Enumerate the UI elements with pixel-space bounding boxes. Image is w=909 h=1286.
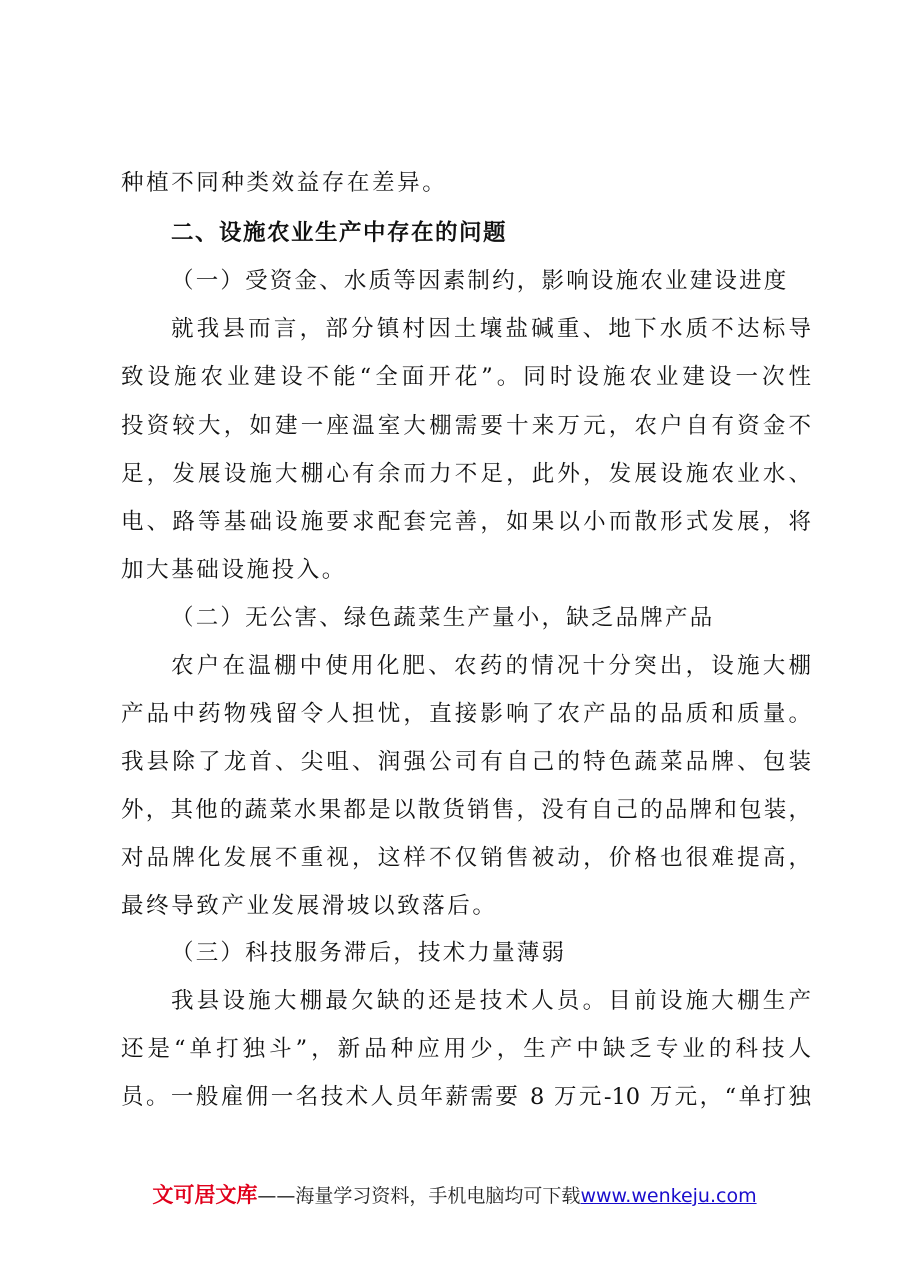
paragraph-line: 电、路等基础设施要求配套完善，如果以小而散形式发展，将 (121, 509, 811, 535)
paragraph-line: 产品中药物残留令人担忧，直接影响了农产品的品质和质量。 (121, 701, 811, 727)
subsection-heading: （二）无公害、绿色蔬菜生产量小，缺乏品牌产品 (171, 605, 715, 631)
paragraph-line: 我县除了龙首、尖咀、润强公司有自己的特色蔬菜品牌、包装 (121, 749, 811, 775)
paragraph-line: 还是“单打独斗”，新品种应用少，生产中缺乏专业的科技人 (121, 1036, 811, 1062)
paragraph-line: 就我县而言，部分镇村因土壤盐碱重、地下水质不达标导 (171, 316, 811, 342)
paragraph-line: 最终导致产业发展滑坡以致落后。 (121, 893, 498, 919)
subsection-heading: （一）受资金、水质等因素制约，影响设施农业建设进度 (171, 268, 789, 294)
footer-website-link[interactable]: www.wenkeju.com (580, 1185, 757, 1207)
paragraph-line: 我县设施大棚最欠缺的还是技术人员。目前设施大棚生产 (171, 988, 811, 1014)
paragraph-line: 投资较大，如建一座温室大棚需要十来万元，农户自有资金不 (121, 413, 811, 439)
footer-slogan: 海量学习资料，手机电脑均可下载 (295, 1185, 581, 1207)
section-heading: 二、设施农业生产中存在的问题 (171, 220, 508, 246)
paragraph-line: 种植不同种类效益存在差异。 (121, 170, 448, 196)
footer-banner (0, 1180, 909, 1211)
subsection-heading: （三）科技服务滞后，技术力量薄弱 (171, 940, 567, 966)
paragraph-line: 对品牌化发展不重视，这样不仅销售被动，价格也很难提高， (121, 845, 811, 871)
paragraph-line: 外，其他的蔬菜水果都是以散货销售，没有自己的品牌和包装， (121, 797, 811, 823)
paragraph-line: 加大基础设施投入。 (121, 557, 347, 583)
paragraph-line: 致设施农业建设不能“全面开花”。同时设施农业建设一次性 (121, 364, 811, 390)
footer-brand: 文可居文库 (152, 1183, 258, 1207)
footer-dash: —— (257, 1185, 296, 1207)
paragraph-line: 农户在温棚中使用化肥、农药的情况十分突出，设施大棚 (171, 653, 811, 679)
paragraph-line: 员。一般雇佣一名技术人员年薪需要 8 万元-10 万元，“单打独 (121, 1084, 811, 1110)
paragraph-line: 足，发展设施大棚心有余而力不足，此外，发展设施农业水、 (121, 461, 811, 487)
